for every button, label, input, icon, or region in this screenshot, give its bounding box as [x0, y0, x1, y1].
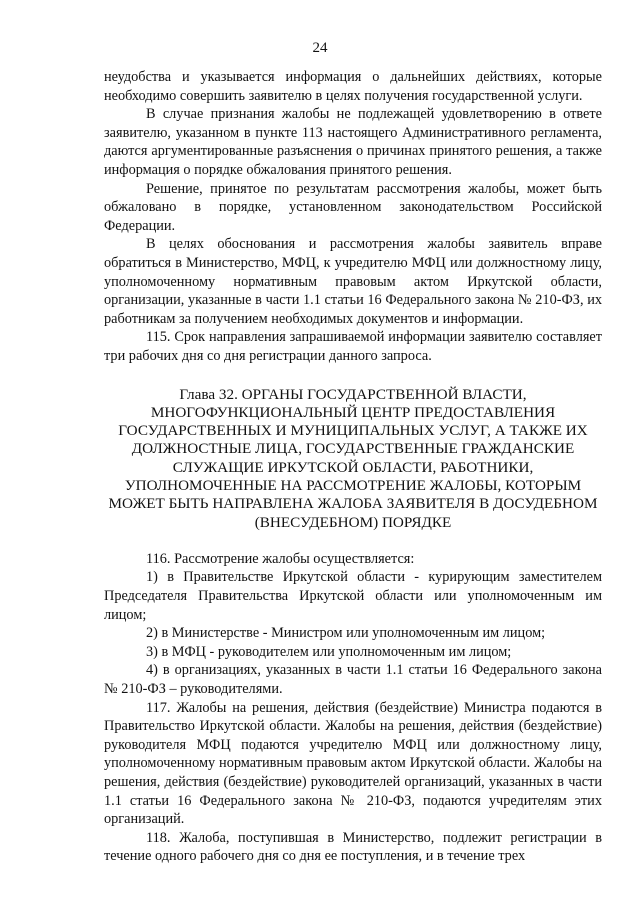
paragraph-continued: неудобства и указывается информация о дальнейших действиях, которые необходимо совершить заявителю в целях получения государственной услуги. [104, 69, 602, 104]
paragraph-115: 115. Срок направления запрашиваемой информации заявителю составляет три рабочих дня со дня регистрации данного запроса. [104, 329, 602, 364]
page-number: 24 [312, 40, 328, 56]
paragraph-116-intro: 116. Рассмотрение жалобы осуществляется: [146, 550, 415, 567]
list-item-116-1: 1) в Правительстве Иркутской области - курирующим заместителем Председателя Правительства Иркутской области или уполномоченным им лицом; [104, 569, 602, 623]
paragraph-118: 118. Жалоба, поступившая в Министерство, подлежит регистрации в течение одного рабочего дня со дня ее поступления, и в течение трех [104, 829, 602, 865]
list-item-116-4: 4) в организациях, указанных в части 1.1 статьи 16 Федерального закона № 210-ФЗ – руководителями. [104, 662, 602, 698]
document-body [104, 68, 602, 866]
paragraph-appeal-decision: Решение, принятое по результатам рассмотрения жалобы, может быть обжаловано в порядке, установленном законодательством Российской Федерации. [104, 180, 602, 234]
chapter-32-heading: Глава 32. ОРГАНЫ ГОСУДАРСТВЕННОЙ ВЛАСТИ, МНОГОФУНКЦИОНАЛЬНЫЙ ЦЕНТР ПРЕДОСТАВЛЕНИЯ ГОСУДАРСТВЕННЫХ И МУНИЦИПАЛЬНЫХ УСЛУГ, А ТАКЖЕ ИХ ДОЛЖНОСТНЫЕ ЛИЦА, ГОСУДАРСТВЕННЫЕ ГРАЖДАНСКИЕ СЛУЖАЩИЕ ИРКУТСКОЙ ОБЛАСТИ, РАБОТНИКИ, УПОЛНОМОЧЕННЫЕ НА РАССМОТРЕНИЕ ЖАЛОБЫ, КОТОРЫМ МОЖЕТ БЫТЬ НАПРАВЛЕНА ЖАЛОБА ЗАЯВИТЕЛЯ В ДОСУДЕБНОМ (ВНЕСУДЕБНОМ) ПОРЯДКЕ [108, 385, 598, 531]
paragraph-request-documents: В целях обоснования и рассмотрения жалобы заявитель вправе обратиться в Министерство, МФЦ, к учредителю МФЦ или должностному лицу, уполномоченному нормативным правовым актом Иркутской области, организации, указанные в части 1.1 статьи 16 Федерального закона № 210-ФЗ, их работникам за получением необходимых документов и информации. [104, 236, 602, 327]
paragraph-refusal-response: В случае признания жалобы не подлежащей удовлетворению в ответе заявителю, указанном в пункте 113 настоящего Административного регламента, даются аргументированные разъяснения о причинах принятого решения, а также информация о порядке обжалования принятого решения. [104, 106, 602, 178]
list-item-116-3: 3) в МФЦ - руководителем или уполномоченным им лицом; [146, 643, 512, 660]
list-item-116-2: 2) в Министерстве - Министром или уполномоченным им лицом; [146, 625, 546, 642]
paragraph-117: 117. Жалобы на решения, действия (бездействие) Министра подаются в Правительство Иркутской области. Жалобы на решения, действия (бездействие) руководителя МФЦ подаются учредителю МФЦ или должностному лицу, уполномоченному нормативным правовым актом Иркутской области. Жалобы на решения, действия (бездействие) руководителей организаций, указанных в части 1.1 статьи 16 Федерального закона № 210-ФЗ, подаются учредителям этих организаций. [104, 699, 602, 828]
